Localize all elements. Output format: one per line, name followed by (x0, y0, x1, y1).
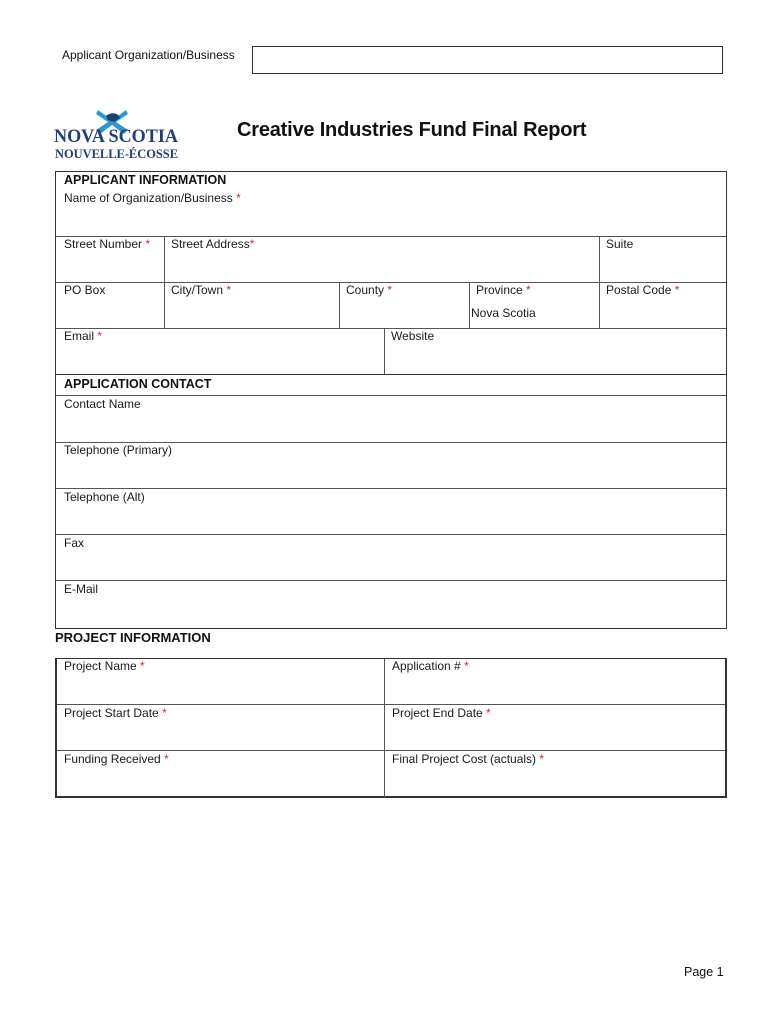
funding-received-label: Funding Received * (64, 752, 169, 766)
po-box-label: PO Box (64, 283, 106, 297)
project-information-heading: PROJECT INFORMATION (55, 630, 211, 645)
application-contact-section (55, 375, 727, 629)
applicant-information-section (55, 171, 727, 375)
project-information-section (55, 658, 727, 798)
street-number-label: Street Number * (64, 237, 151, 251)
org-name-field[interactable] (56, 190, 726, 236)
funding-received-field[interactable] (57, 750, 384, 796)
logo-line-2: NOUVELLE-ÉCOSSE (55, 147, 178, 161)
postal-code-field[interactable] (600, 282, 726, 328)
fax-field[interactable] (56, 534, 726, 580)
website-field[interactable] (385, 328, 726, 374)
org-name-label: Name of Organization/Business * (64, 191, 241, 205)
telephone-alt-label: Telephone (Alt) (64, 490, 145, 504)
project-start-date-field[interactable] (57, 704, 384, 750)
application-contact-heading: APPLICATION CONTACT (64, 377, 212, 391)
telephone-primary-label: Telephone (Primary) (64, 443, 173, 457)
applicant-information-heading: APPLICANT INFORMATION (64, 173, 227, 187)
applicant-organization-field[interactable] (252, 46, 723, 74)
page-number: Page 1 (684, 965, 724, 979)
logo-line-1: NOVA SCOTIA (54, 126, 179, 147)
fax-label: Fax (64, 536, 85, 550)
county-label: County * (346, 283, 393, 297)
city-field[interactable] (165, 282, 339, 328)
nova-scotia-logo (54, 108, 180, 162)
province-value: Nova Scotia (471, 306, 536, 320)
application-number-field[interactable] (385, 659, 725, 705)
applicant-organization-label: Applicant Organization/Business (62, 48, 235, 62)
county-field[interactable] (340, 282, 469, 328)
email-field[interactable] (56, 328, 384, 374)
province-label: Province * (476, 283, 531, 297)
application-number-label: Application # * (392, 659, 469, 673)
contact-email-field[interactable] (56, 580, 726, 627)
street-number-field[interactable] (56, 236, 164, 282)
project-start-date-label: Project Start Date * (64, 706, 167, 720)
contact-name-label: Contact Name (64, 397, 141, 411)
project-name-label: Project Name * (64, 659, 145, 673)
contact-email-label: E-Mail (64, 582, 99, 596)
telephone-alt-field[interactable] (56, 488, 726, 534)
street-address-field[interactable] (165, 236, 599, 282)
street-address-label: Street Address* (171, 237, 255, 251)
website-label: Website (391, 329, 435, 343)
page-title: Creative Industries Fund Final Report (237, 119, 587, 141)
po-box-field[interactable] (56, 282, 164, 328)
final-project-cost-label: Final Project Cost (actuals) * (392, 752, 545, 766)
email-label: Email * (64, 329, 103, 343)
contact-name-field[interactable] (56, 395, 726, 441)
suite-field[interactable] (600, 236, 726, 282)
project-name-field[interactable] (57, 659, 384, 705)
final-project-cost-field[interactable] (385, 750, 725, 796)
project-end-date-field[interactable] (385, 704, 725, 750)
project-end-date-label: Project End Date * (392, 706, 491, 720)
telephone-primary-field[interactable] (56, 442, 726, 488)
suite-label: Suite (606, 237, 634, 251)
city-label: City/Town * (171, 283, 232, 297)
postal-code-label: Postal Code * (606, 283, 680, 297)
